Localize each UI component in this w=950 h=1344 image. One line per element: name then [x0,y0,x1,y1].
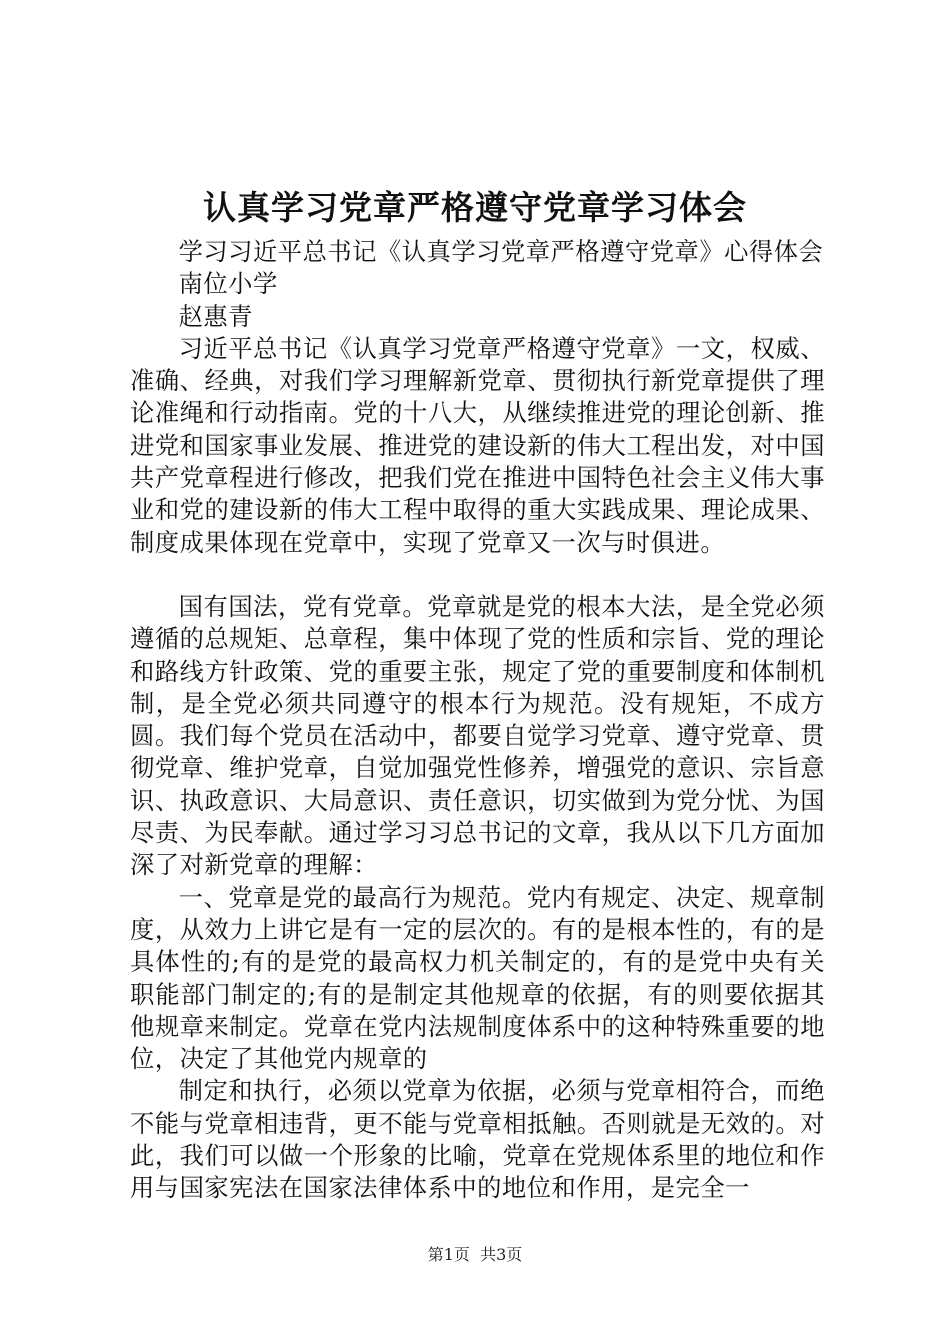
paragraph-intro: 习近平总书记《认真学习党章严格遵守党章》一文，权威、准确、经典，对我们学习理解新党章、贯彻执行新党章提供了理论准绳和行动指南。党的十八大，从继续推进党的理论创新、推进党和国家事业发展、推进党的建设新的伟大工程出发，对中国共产党章程进行修改，把我们党在推进中国特色社会主义伟大事业和党的建设新的伟大工程中取得的重大实践成果、理论成果、制度成果体现在党章中，实现了党章又一次与时俱进。 [130,333,825,557]
paragraph-body: 国有国法，党有党章。党章就是党的根本大法，是全党必须遵循的总规矩、总章程，集中体现了党的性质和宗旨、党的理论和路线方针政策、党的重要主张，规定了党的重要制度和体制机制，是全党必须共同遵守的根本行为规范。没有规矩，不成方圆。我们每个党员在活动中，都要自觉学习党章、遵守党章、贯彻党章、维护党章，自觉加强党性修养，增强党的意识、宗旨意识、执政意识、大局意识、责任意识，切实做到为党分忧、为国尽责、为民奉献。通过学习习总书记的文章，我从以下几方面加深了对新党章的理解： [130,591,825,880]
document-body [130,236,825,1205]
paragraph-subtitle: 学习习近平总书记《认真学习党章严格遵守党章》心得体会 [178,237,824,266]
paragraph-author: 赵惠青 [178,301,253,331]
page-number: 第1页 共3页 [427,1245,523,1264]
paragraph-spacer [130,559,825,591]
paragraph-school: 南位小学 [178,269,278,299]
document-title: 认真学习党章严格遵守党章学习体会 [203,188,747,227]
paragraph-body: 制定和执行，必须以党章为依据，必须与党章相符合，而绝不能与党章相违背，更不能与党章相抵触。否则就是无效的。对此，我们可以做一个形象的比喻，党章在党规体系里的地位和作用与国家宪法在国家法律体系中的地位和作用，是完全一 [130,1076,825,1203]
page-footer [0,1244,950,1266]
paragraph-body: 一、党章是党的最高行为规范。党内有规定、决定、规章制度，从效力上讲它是有一定的层次的。有的是根本性的，有的是具体性的;有的是党的最高权力机关制定的，有的是党中央有关职能部门制定的;有的是制定其他规章的依据，有的则要依据其他规章来制定。党章在党内法规制度体系中的这种特殊重要的地位，决定了其他党内规章的 [130,882,825,1074]
